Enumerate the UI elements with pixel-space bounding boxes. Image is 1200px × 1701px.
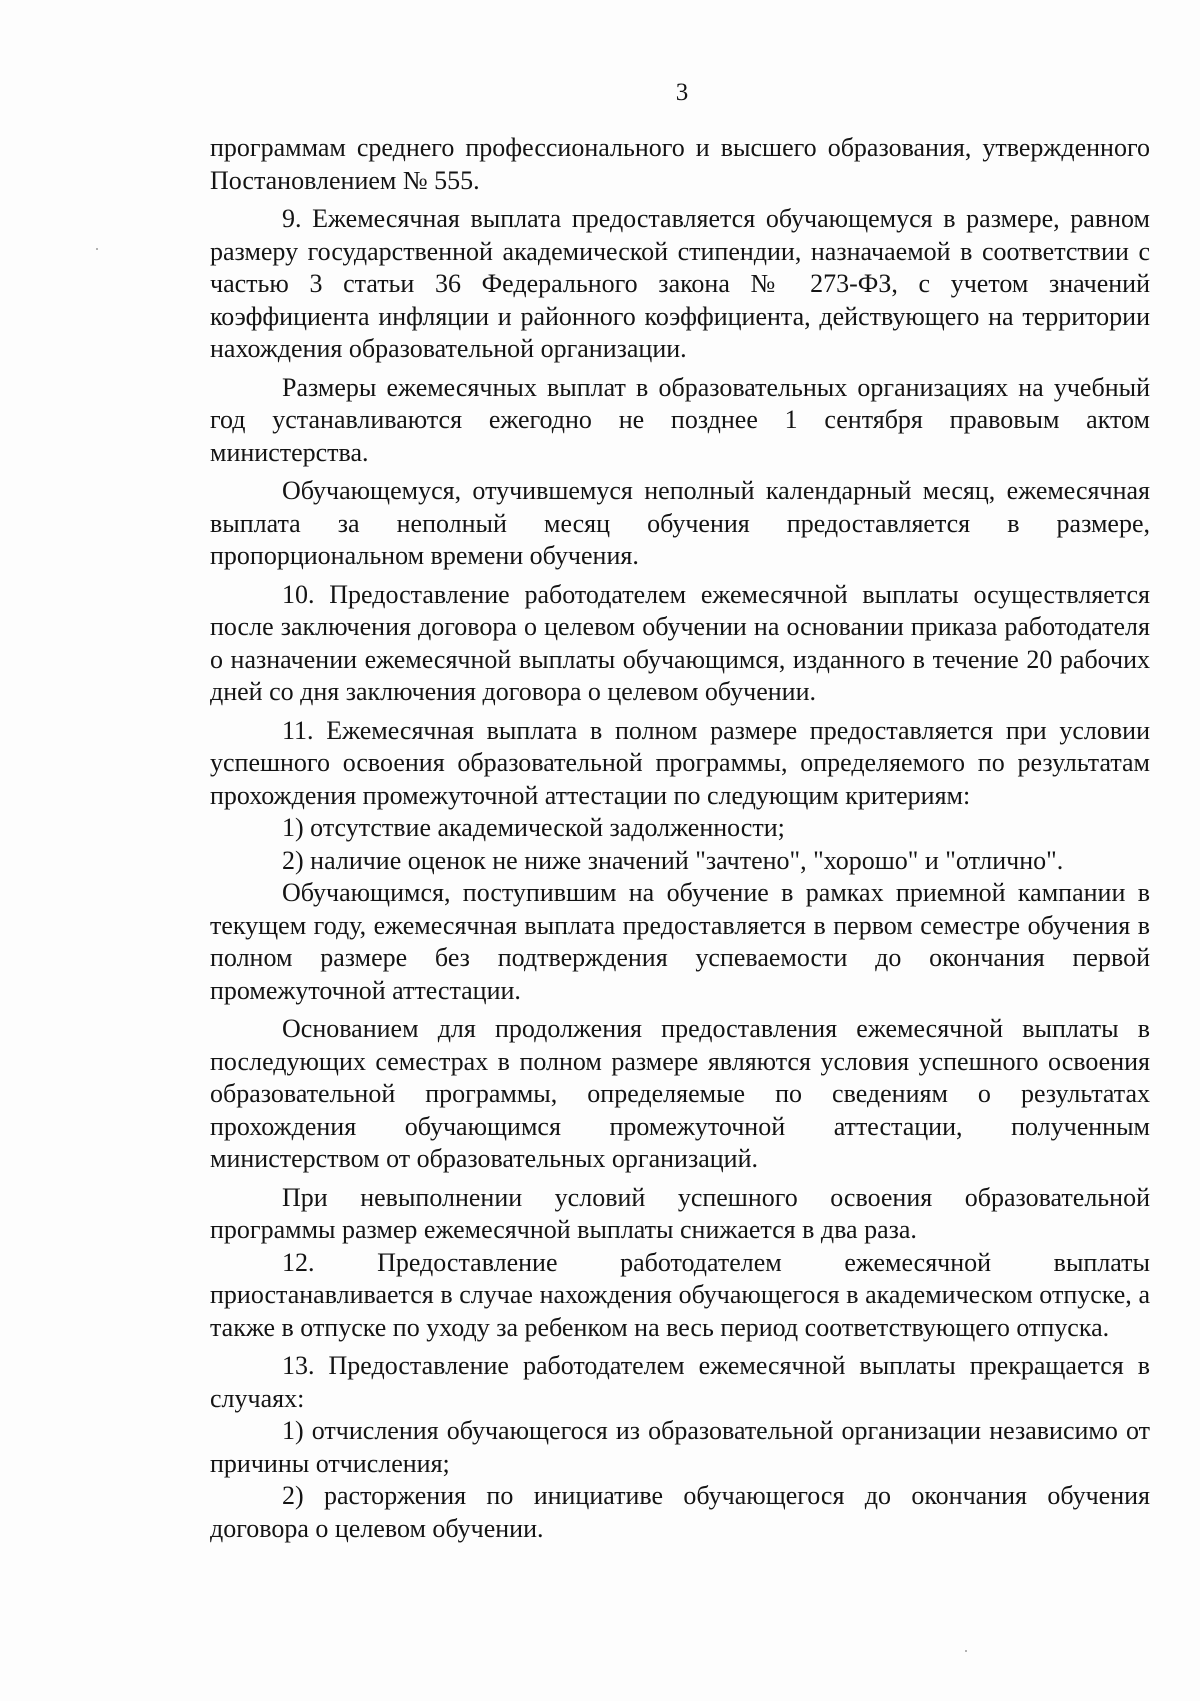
list-item-criterion-2: 2) наличие оценок не ниже значений "зачтено", "хорошо" и "отлично".	[282, 845, 1064, 875]
paragraph-first-semester: Обучающимся, поступившим на обучение в рамках приемной кампании в текущем году, ежемесячная выплата предоставляется в первом семестре обучения в полном размере без подтверждения успеваемости до окончания первой промежуточной аттестации.	[210, 878, 1150, 1005]
paragraph-item-12: 12. Предоставление работодателем ежемесячной выплаты приостанавливается в случае нахождения обучающегося в академическом отпуске, а также в отпуске по уходу за ребенком на весь период соответствующего отпуска.	[210, 1247, 1150, 1342]
list-item-termination-1: 1) отчисления обучающегося из образовательной организации независимо от причины отчисления;	[210, 1416, 1150, 1478]
paragraph-item-10: 10. Предоставление работодателем ежемесячной выплаты осуществляется после заключения договора о целевом обучении на основании приказа работодателя о назначении ежемесячной выплаты обучающимся, изданного в течение 20 рабочих дней со дня заключения договора о целевом обучении.	[210, 579, 1150, 706]
paragraph-item-11: 11. Ежемесячная выплата в полном размере предоставляется при условии успешного освоения образовательной программы, определяемого по результатам прохождения промежуточной аттестации по следующим критериям:	[210, 715, 1150, 810]
page-number: 3	[675, 79, 689, 106]
document-body	[210, 132, 1150, 1545]
scan-speck	[965, 1650, 967, 1652]
scan-speck	[96, 248, 98, 250]
paragraph-reduction: При невыполнении условий успешного освоения образовательной программы размер ежемесячной выплаты снижается в два раза.	[210, 1182, 1150, 1244]
paragraph-continuation: программам среднего профессионального и высшего образования, утвержденного Постановлением № 555.	[210, 133, 1150, 195]
paragraph-item-13: 13. Предоставление работодателем ежемесячной выплаты прекращается в случаях:	[210, 1351, 1150, 1413]
list-item-criterion-1: 1) отсутствие академической задолженности;	[282, 813, 785, 842]
list-item-termination-2: 2) расторжения по инициативе обучающегося до окончания обучения договора о целевом обучении.	[210, 1481, 1150, 1543]
paragraph-continuation-basis: Основанием для продолжения предоставления ежемесячной выплаты в последующих семестрах в полном размере являются условия успешного освоения образовательной программы, определяемые по сведениям о результатах прохождения обучающимся промежуточной аттестации, полученным министерством от образовательных организаций.	[210, 1014, 1150, 1173]
paragraph-item-9: 9. Ежемесячная выплата предоставляется обучающемуся в размере, равном размеру государственной академической стипендии, назначаемой в соответствии с частью 3 статьи 36 Федерального закона № 273-ФЗ, с учетом значений коэффициента инфляции и районного коэффициента, действующего на территории нахождения образовательной организации.	[210, 204, 1150, 363]
paragraph-payment-amounts: Размеры ежемесячных выплат в образовательных организациях на учебный год устанавливаются ежегодно не позднее 1 сентября правовым актом министерства.	[210, 372, 1150, 467]
paragraph-partial-month: Обучающемуся, отучившемуся неполный календарный месяц, ежемесячная выплата за неполный месяц обучения предоставляется в размере, пропорциональном времени обучения.	[210, 476, 1150, 570]
